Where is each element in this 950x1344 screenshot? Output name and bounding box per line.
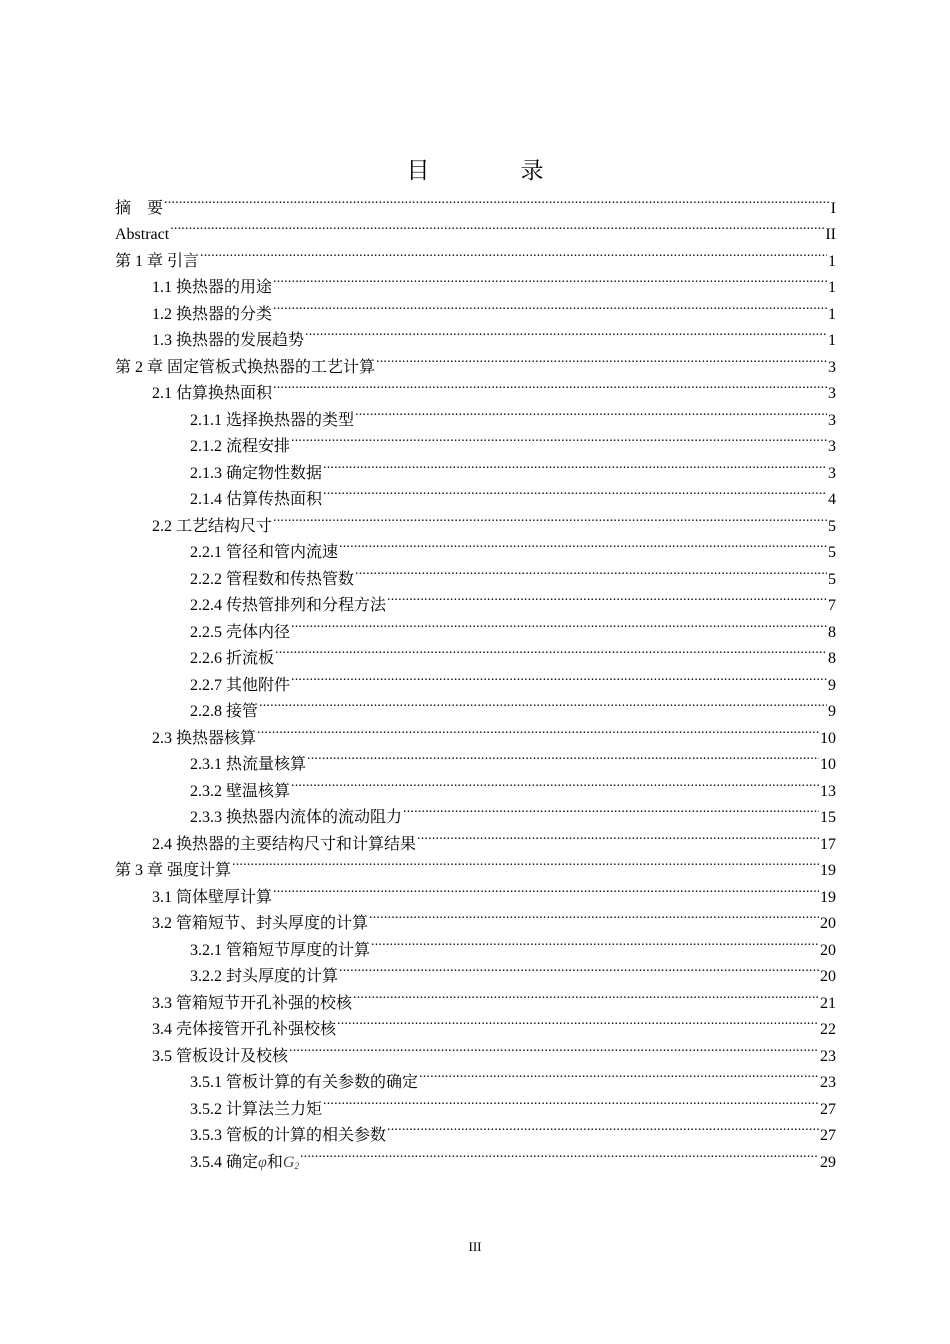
toc-entry-label: 3.5.3 管板的计算的相关参数 [190, 1127, 387, 1144]
toc-dot-leader [200, 239, 827, 266]
toc-entry-label: 摘 要 [115, 199, 164, 217]
toc-entry-label: 第 3 章 强度计算 [115, 862, 232, 879]
toc-dot-leader [339, 531, 827, 558]
toc-dot-leader [353, 981, 819, 1008]
toc-entry-label: 1.2 换热器的分类 [152, 305, 273, 323]
toc-entry[interactable] [115, 266, 836, 296]
toc-entry-label: 2.2.5 壳体内径 [190, 623, 291, 641]
toc-entry-page: 10 [820, 729, 836, 747]
toc-entry-page: 20 [820, 915, 836, 932]
toc-dot-leader [257, 716, 819, 743]
toc-entry-page: 15 [820, 809, 836, 826]
toc-entry-label: 1.3 换热器的发展趋势 [152, 332, 305, 349]
toc-dot-leader [273, 372, 827, 399]
toc-entry-page: 3 [828, 385, 836, 402]
toc-entry-page: 3 [828, 358, 836, 376]
toc-entry-page: 1 [828, 252, 836, 270]
toc-entry-page: 20 [820, 968, 836, 985]
toc-dot-leader [291, 663, 827, 690]
toc-entry-label: 2.1 估算换热面积 [152, 385, 273, 402]
table-of-contents [115, 186, 836, 1171]
toc-entry-label: 2.3.3 换热器内流体的流动阻力 [190, 809, 403, 826]
toc-entry-page: 1 [828, 279, 836, 296]
toc-entry-page: 13 [820, 782, 836, 800]
toc-dot-leader [305, 319, 827, 346]
toc-entry-page: 19 [820, 862, 836, 879]
toc-entry-label: 3.2.2 封头厚度的计算 [190, 968, 339, 985]
toc-dot-leader [300, 1140, 819, 1167]
toc-entry-label-mid: 和 [266, 1153, 283, 1171]
toc-dot-leader [170, 213, 824, 240]
math-symbol-g2 [283, 1150, 299, 1180]
toc-entry-label: 3.5.2 计算法兰力矩 [190, 1100, 323, 1118]
toc-dot-leader [387, 584, 827, 611]
toc-dot-leader [323, 1087, 819, 1114]
toc-dot-leader [417, 822, 819, 849]
toc-entry-page: 23 [820, 1047, 836, 1065]
toc-dot-leader [232, 849, 819, 876]
toc-entry-label: 3.5.1 管板计算的有关参数的确定 [190, 1074, 419, 1091]
toc-entry-label: 2.4 换热器的主要结构尺寸和计算结果 [152, 835, 417, 853]
toc-dot-leader [403, 796, 819, 823]
page-title: 目 录 [406, 158, 578, 184]
math-subscript: 2 [294, 1160, 299, 1171]
toc-dot-leader [289, 1034, 819, 1061]
toc-entry-label: 2.2.8 接管 [190, 703, 259, 720]
toc-entry-label: 2.2.2 管程数和传热管数 [190, 570, 355, 588]
toc-entry-page: 5 [828, 517, 836, 535]
toc-entry-page: 5 [828, 544, 836, 561]
toc-entry-page: 19 [820, 888, 836, 906]
toc-dot-leader [355, 398, 827, 425]
toc-dot-leader [273, 292, 827, 319]
toc-entry-label: 3.2.1 管箱短节厚度的计算 [190, 941, 371, 959]
toc-entry-label: 2.1.1 选择换热器的类型 [190, 411, 355, 429]
toc-entry-label: 2.1.2 流程安排 [190, 438, 291, 455]
toc-dot-leader [164, 186, 830, 213]
toc-dot-leader [273, 875, 819, 902]
toc-entry-page: 4 [828, 491, 836, 508]
toc-entry-page: 21 [820, 994, 836, 1012]
toc-entry-page: 9 [828, 703, 836, 720]
toc-entry-page: 10 [820, 756, 836, 773]
toc-entry[interactable] [115, 186, 836, 217]
toc-dot-leader [291, 425, 827, 452]
toc-entry-label: 3.3 管箱短节开孔补强的校核 [152, 994, 353, 1012]
toc-dot-leader [369, 902, 819, 929]
toc-entry-page: II [825, 226, 836, 243]
toc-entry-page: 27 [820, 1100, 836, 1118]
toc-entry-page: 29 [820, 1153, 836, 1171]
toc-dot-leader [273, 504, 827, 531]
toc-entry-page: 8 [828, 650, 836, 667]
toc-entry-page: I [830, 199, 836, 217]
toc-entry-label: 2.2.4 传热管排列和分程方法 [190, 597, 387, 614]
toc-dot-leader [275, 637, 827, 664]
toc-entry-page: 23 [820, 1074, 836, 1091]
toc-dot-leader [323, 451, 827, 478]
toc-entry-label: 1.1 换热器的用途 [152, 279, 273, 296]
toc-dot-leader [371, 928, 819, 955]
footer-page-number: III [468, 1239, 482, 1254]
toc-entry-page: 8 [828, 623, 836, 641]
toc-entry-page: 7 [828, 597, 836, 614]
math-symbol-phi: φ [258, 1153, 267, 1171]
toc-entry-label: 第 2 章 固定管板式换热器的工艺计算 [115, 358, 376, 376]
toc-entry[interactable] [115, 213, 836, 243]
toc-entry-label: 3.4 壳体接管开孔补强校核 [152, 1021, 337, 1038]
toc-entry-label: 3.5 管板设计及校核 [152, 1047, 289, 1065]
toc-entry-label: 2.1.3 确定物性数据 [190, 464, 323, 482]
toc-entry-label: 3.1 筒体壁厚计算 [152, 888, 273, 906]
toc-dot-leader [273, 266, 827, 293]
toc-entry-label: 第 1 章 引言 [115, 252, 200, 270]
toc-dot-leader [376, 345, 827, 372]
toc-entry-page: 22 [820, 1021, 836, 1038]
toc-dot-leader [339, 955, 819, 982]
toc-entry-page: 20 [820, 941, 836, 959]
toc-entry-label: 2.3.2 壁温核算 [190, 782, 291, 800]
toc-entry-page: 3 [828, 438, 836, 455]
toc-entry-page: 3 [828, 464, 836, 482]
toc-dot-leader [291, 769, 819, 796]
toc-entry-page: 1 [828, 332, 836, 349]
toc-dot-leader [323, 478, 827, 505]
toc-entry-label: Abstract [115, 226, 170, 243]
toc-dot-leader [355, 557, 827, 584]
toc-dot-leader [387, 1114, 819, 1141]
toc-entry-page: 1 [828, 305, 836, 323]
toc-entry-page: 3 [828, 411, 836, 429]
toc-entry-label: 2.1.4 估算传热面积 [190, 491, 323, 508]
toc-entry[interactable] [115, 239, 836, 270]
toc-entry-label: 2.3 换热器核算 [152, 729, 257, 747]
toc-entry-label: 3.5.4 确定 [190, 1153, 259, 1171]
toc-entry-label: 2.2.7 其他附件 [190, 676, 291, 694]
toc-entry-label: 2.2.1 管径和管内流速 [190, 544, 339, 561]
toc-entry-label: 2.3.1 热流量核算 [190, 756, 307, 773]
toc-entry-label: 3.2 管箱短节、封头厚度的计算 [152, 915, 369, 932]
toc-entry-page: 5 [828, 570, 836, 588]
toc-dot-leader [259, 690, 827, 717]
toc-entry-page: 17 [820, 835, 836, 853]
toc-dot-leader [419, 1061, 819, 1088]
toc-entry-page: 9 [828, 676, 836, 694]
toc-entry-label: 2.2 工艺结构尺寸 [152, 517, 273, 535]
toc-dot-leader [307, 743, 819, 770]
toc-dot-leader [291, 610, 827, 637]
toc-dot-leader [337, 1008, 819, 1035]
math-symbol-g: G [282, 1153, 295, 1171]
toc-entry-label: 2.2.6 折流板 [190, 650, 275, 667]
toc-entry-page: 27 [820, 1127, 836, 1144]
